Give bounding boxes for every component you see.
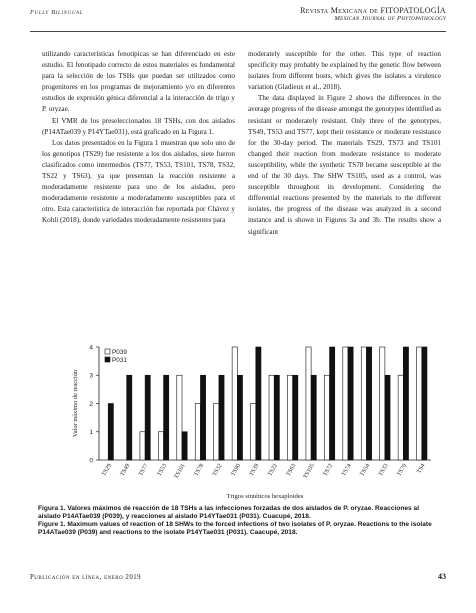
bar-p031 [293,375,298,460]
bar-p039 [343,347,348,460]
y-tick-label: 3 [89,372,93,380]
bar-p039 [306,347,311,460]
bar-p031 [330,347,335,460]
bar-p031 [311,375,316,460]
bar-p031 [366,347,371,460]
y-tick-label: 4 [89,344,93,352]
journal-title: Revista Mexicana de FITOPATOLOGÍA [300,6,446,15]
x-tick-label: TS78 [193,463,206,478]
y-tick-label: 2 [89,400,93,408]
journal-title-en: Mexican Journal of Phytopathology [334,15,446,22]
legend-label-p039: P039 [112,349,127,356]
left-paragraph-1: utilizando características fenotípicas se han diferenciado en este estudio. El fenotipado correcto de estos materiales es fundamental para la selección de los TSHs que puedan ser utilizados como progenitores en los programas de mejoramiento y/o en diferentes estudios de expresión génica diferencial a la interacción de trigo y P. oryzae. [42,50,235,114]
bar-p039 [140,432,145,460]
x-tick-label: TS33 [377,463,390,478]
left-column [42,49,235,227]
right-column [248,49,441,238]
x-tick-label: TS22 [267,463,279,478]
x-tick-label: TS39 [248,463,261,478]
figure-1 [36,343,442,503]
bar-p031 [348,347,353,460]
bar-p039 [398,375,403,460]
caption-en [38,521,438,538]
page-number: 43 [438,572,446,581]
bar-p039 [269,375,274,460]
left-paragraph-3: Los datos presentados en la Figura 1 muestran que solo uno de los genotipos (TS29) fue resistente a los dos aislados, siete fueron clasificados como intermedios (TS77, TS53, TS101, TS78, TS32, TS22 y TS63), ya que presentan la reacción resistente a moderadamente resistente para uno de los aislados, pero moderadamente resistente a moderadamente susceptibles para el otro. Esta característica de interacción fue reportada por Chávez y Kohli (2018), donde variedades moderadamente resistentes para [42,138,235,225]
x-tick-label: TS90 [230,463,243,478]
x-tick-label: TS72 [322,463,335,478]
x-tick-label: TS63 [285,463,298,478]
bar-p031 [108,404,113,461]
bar-p031 [145,375,150,460]
x-tick-label: TS74 [341,463,353,478]
bar-p039 [287,375,292,460]
bar-p031 [403,347,408,460]
bar-p031 [219,375,224,460]
bar-chart [36,343,442,503]
caption-es-label: Figura 1. [38,505,66,512]
legend-swatch-p031 [105,357,110,362]
bar-p039 [158,432,163,460]
bar-p039 [214,404,219,461]
bar-p031 [385,375,390,460]
x-tick-label: TS101 [173,463,187,480]
legend-swatch-p039 [105,349,110,354]
right-paragraph-1: moderately susceptible for the other. This type of reaction specificity may probably be explained by the genetic flow between isolates from different hosts, which gives the isolates a virulence variation (Gladieux et al., 2018). [248,50,441,92]
x-tick-label: TS49 [119,463,132,478]
bar-p031 [200,375,205,460]
footer-publication: Publicación en línea, enero 2019 [30,574,142,581]
x-tick-label: TS4 [416,463,427,475]
y-tick-label: 0 [89,457,93,465]
bar-p031 [127,375,132,460]
bar-p031 [256,347,261,460]
journal-header [300,6,446,22]
bar-p039 [361,347,366,460]
caption-en-text: Maximum values of reaction of 18 SHWs to the forced infections of two isolates of P. oryzae. Reactions to the isolate P14ATae039 (P039) and reactions to the isolate P14YTae031 (P031). Caacupé, 2018. [38,521,432,537]
bar-p031 [422,347,427,460]
bar-p031 [274,375,279,460]
y-axis-label: Valor máximo de reacción [72,369,79,438]
bar-p039 [380,347,385,460]
bar-p039 [195,404,200,461]
x-tick-label: TS32 [211,463,224,478]
bar-p031 [164,375,169,460]
x-tick-label: TS53 [156,463,169,478]
x-tick-label: TS70 [396,463,409,478]
x-tick-label: TS105 [302,463,316,480]
bar-p039 [232,347,237,460]
x-tick-label: TS77 [138,463,150,478]
x-axis-label: Trigos sintéticos hexaploides [226,493,304,500]
y-tick-label: 1 [89,429,93,437]
bar-p031 [237,375,242,460]
bar-p039 [417,347,422,460]
x-tick-label: TS29 [101,463,113,478]
x-tick-label: TS54 [359,463,372,478]
legend-label-p031: P031 [112,357,127,364]
bar-p031 [182,432,187,460]
left-paragraph-2: El VMR de los preseleccionados 18 TSHs, con dos aislados (P14ATae039 y P14YTae031), está graficado en la Figura 1. [42,116,235,136]
bar-p039 [177,375,182,460]
bar-p039 [324,375,329,460]
right-paragraph-2: The data displayed in Figure 2 shows the differences in the average progress of the disease amongst the genotypes identified as resistant or moderately resistant. Only three of the genotypes, TS49, TS53 and TS77, kept their resistance or moderate resistance for the 30-day period. The materials TS29, TS73 and TS101 changed their reaction from moderate resistance to moderate susceptibility, while the synthetic TS78 became susceptible at the end of the 30 days. The SHW TS105, used as a control, was susceptible throughout its development. Considering the differential reactions presented by the materials to the different isolates, the progress of the disease was analyzed in a second instance and is shown in Figures 3a and 3b. The results show a significant [248,94,441,236]
running-head-left: Fully Bilingual [30,9,84,16]
header-rule [30,31,446,32]
caption-es-text: Valores máximos de reacción de 18 TSHs a las infecciones forzadas de dos aislados de P. oryzae. Reacciones al aislado P14ATae039 (P039), y reacciones al aislado P14YTae031 (P031). Cuacupé, 2018. [38,505,420,521]
caption-es [38,505,438,522]
bar-p039 [251,404,256,461]
caption-en-label: Figure 1. [38,521,66,528]
